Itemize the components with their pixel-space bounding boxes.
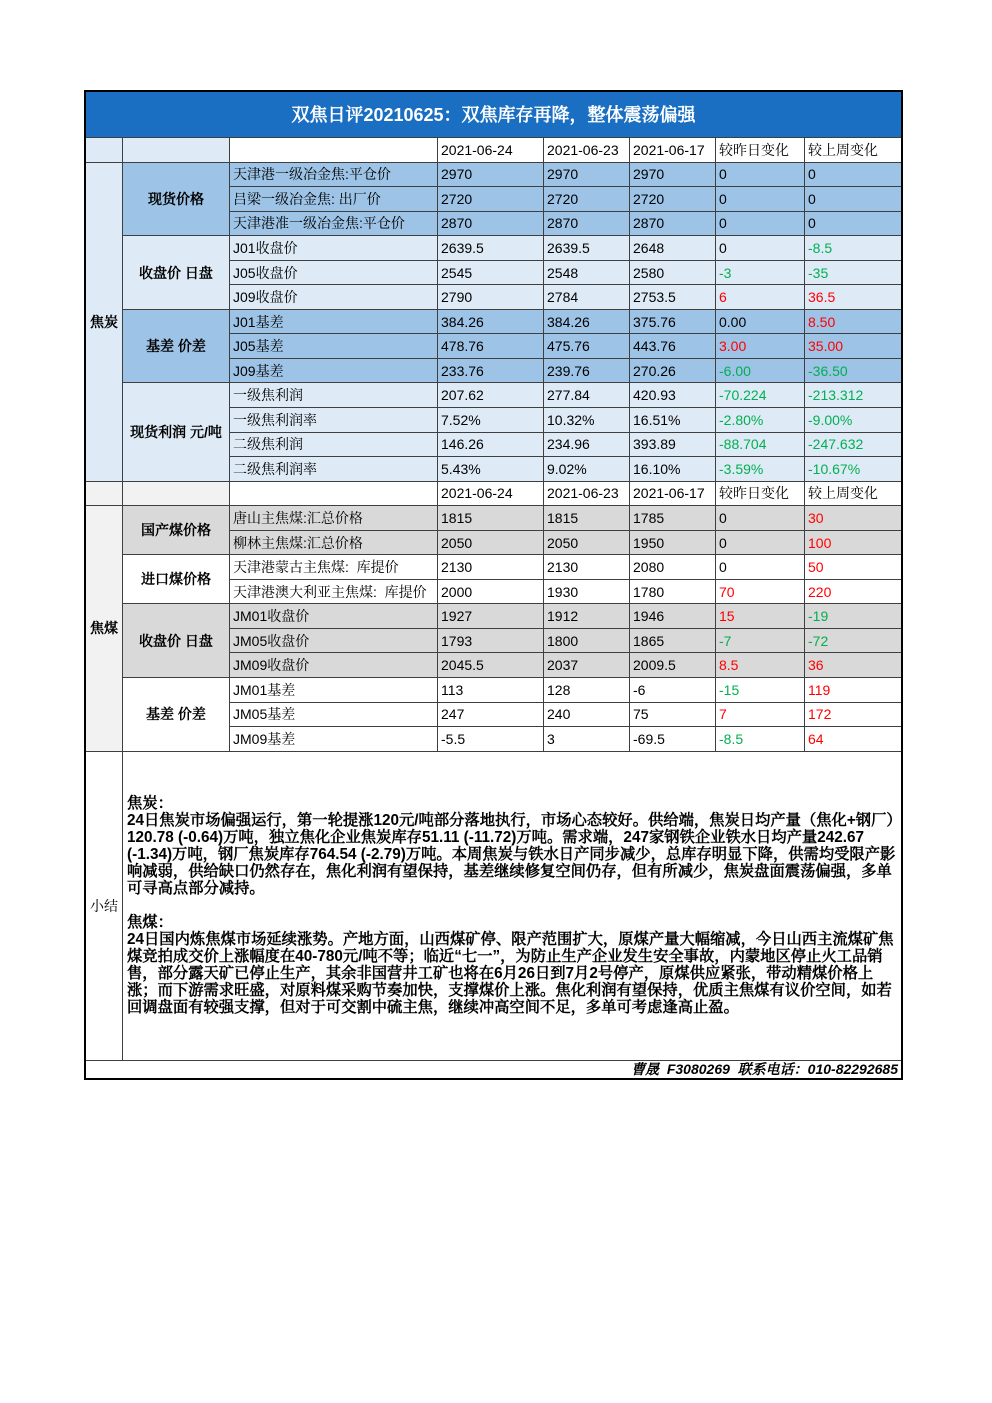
price-value: 2580 (630, 261, 715, 285)
price-value: 1800 (544, 629, 629, 653)
header-blank-cell (123, 482, 229, 506)
price-value: 2720 (438, 187, 543, 211)
summary-text-block (123, 752, 901, 1060)
day-change-value: 6 (716, 285, 804, 309)
price-value: 2548 (544, 261, 629, 285)
price-value: 1946 (630, 604, 715, 628)
item-name: 唐山主焦煤:汇总价格 (230, 506, 437, 530)
day-change-value: -2.80% (716, 408, 804, 432)
price-value: 2753.5 (630, 285, 715, 309)
week-change-value: -19 (805, 604, 901, 628)
price-value: 247 (438, 703, 543, 727)
week-change-value: 0 (805, 212, 901, 236)
week-change-value: 220 (805, 580, 901, 604)
week-change-value: -35 (805, 261, 901, 285)
item-name: JM01基差 (230, 678, 437, 702)
day-change-value: 0 (716, 212, 804, 236)
price-value: 2050 (438, 531, 543, 555)
day-change-value: -3.59% (716, 457, 804, 481)
day-change-value: -7 (716, 629, 804, 653)
item-name: JM05收盘价 (230, 629, 437, 653)
column-header: 2021-06-17 (630, 138, 715, 162)
week-change-value: 36.5 (805, 285, 901, 309)
price-value: 270.26 (630, 359, 715, 383)
price-value: -69.5 (630, 727, 715, 751)
price-value: 2639.5 (544, 236, 629, 260)
item-name: J09收盘价 (230, 285, 437, 309)
price-value: 16.10% (630, 457, 715, 481)
price-value: 7.52% (438, 408, 543, 432)
group-label: 现货利润 元/吨 (123, 383, 229, 480)
header-blank-cell (86, 482, 122, 506)
item-name: 天津港澳大利亚主焦煤: 库提价 (230, 580, 437, 604)
week-change-value: 64 (805, 727, 901, 751)
week-change-value: 8.50 (805, 310, 901, 334)
coal-summary-heading: 焦煤： (127, 914, 173, 932)
price-value: 1930 (544, 580, 629, 604)
price-value: 2870 (438, 212, 543, 236)
price-value: 384.26 (544, 310, 629, 334)
week-change-value: -8.5 (805, 236, 901, 260)
week-change-value: 35.00 (805, 334, 901, 358)
coke-summary-text: 24日焦炭市场偏强运行，第一轮提涨120元/吨部分落地执行，市场心态较好。供给端，焦炭日均产量（焦化+钢厂）120.78 (-0.64)万吨，独立焦化企业焦炭库存51.11 (-11.72)万吨。需求端，247家钢铁企业铁水日均产量242.67 (-1.34)万吨，钢厂焦炭库存764.54 (-2.79)万吨。本周焦炭与铁水日产同步减少，总库存明显下降，供需均受限产影响减弱，供给缺口仍然存在，焦化利润有望保持，基差继续修复空间仍存，但有所减少，焦炭盘面震荡偏强，多单可寻高点部分减持。 (127, 812, 896, 898)
price-value: 3 (544, 727, 629, 751)
price-value: 2130 (544, 555, 629, 579)
daily-report-table (84, 90, 903, 1080)
price-value: 475.76 (544, 334, 629, 358)
day-change-value: -88.704 (716, 433, 804, 457)
item-name: J09基差 (230, 359, 437, 383)
week-change-value: 30 (805, 506, 901, 530)
price-value: 2970 (544, 163, 629, 187)
price-value: 146.26 (438, 433, 543, 457)
price-value: 240 (544, 703, 629, 727)
price-value: 2000 (438, 580, 543, 604)
price-value: 1815 (544, 506, 629, 530)
group-label: 现货价格 (123, 163, 229, 236)
week-change-value: 172 (805, 703, 901, 727)
header-blank-cell (230, 138, 437, 162)
item-name: 一级焦利润 (230, 383, 437, 407)
price-value: 2970 (630, 163, 715, 187)
price-value: 1912 (544, 604, 629, 628)
price-value: 2050 (544, 531, 629, 555)
day-change-value: 0 (716, 187, 804, 211)
category-label: 焦炭 (86, 163, 122, 481)
price-value: 113 (438, 678, 543, 702)
day-change-value: 0 (716, 531, 804, 555)
item-name: JM09收盘价 (230, 653, 437, 677)
column-header: 较上周变化 (805, 482, 901, 506)
week-change-value: -10.67% (805, 457, 901, 481)
week-change-value: 50 (805, 555, 901, 579)
week-change-value: 36 (805, 653, 901, 677)
item-name: 一级焦利润率 (230, 408, 437, 432)
price-value: -5.5 (438, 727, 543, 751)
day-change-value: -15 (716, 678, 804, 702)
coke-summary-heading: 焦炭： (127, 795, 173, 813)
price-value: 234.96 (544, 433, 629, 457)
price-value: 2639.5 (438, 236, 543, 260)
price-value: 1793 (438, 629, 543, 653)
group-label: 基差 价差 (123, 310, 229, 383)
day-change-value: -8.5 (716, 727, 804, 751)
item-name: 吕梁一级冶金焦: 出厂价 (230, 187, 437, 211)
price-value: 239.76 (544, 359, 629, 383)
week-change-value: 0 (805, 187, 901, 211)
price-value: 2648 (630, 236, 715, 260)
day-change-value: -6.00 (716, 359, 804, 383)
price-value: 2045.5 (438, 653, 543, 677)
price-value: -6 (630, 678, 715, 702)
week-change-value: -36.50 (805, 359, 901, 383)
item-name: 二级焦利润 (230, 433, 437, 457)
week-change-value: -72 (805, 629, 901, 653)
price-value: 443.76 (630, 334, 715, 358)
category-label: 焦煤 (86, 506, 122, 750)
item-name: J01基差 (230, 310, 437, 334)
price-value: 393.89 (630, 433, 715, 457)
item-name: J01收盘价 (230, 236, 437, 260)
column-header: 2021-06-24 (438, 138, 543, 162)
price-value: 2130 (438, 555, 543, 579)
price-value: 1785 (630, 506, 715, 530)
day-change-value: -3 (716, 261, 804, 285)
column-header: 较昨日变化 (716, 138, 804, 162)
item-name: J05收盘价 (230, 261, 437, 285)
item-name: JM09基差 (230, 727, 437, 751)
day-change-value: -70.224 (716, 383, 804, 407)
report-title: 双焦日评20210625：双焦库存再降，整体震荡偏强 (86, 92, 901, 137)
group-label: 收盘价 日盘 (123, 236, 229, 309)
week-change-value: 119 (805, 678, 901, 702)
price-value: 9.02% (544, 457, 629, 481)
header-blank-cell (123, 138, 229, 162)
price-value: 233.76 (438, 359, 543, 383)
item-name: 天津港一级冶金焦:平仓价 (230, 163, 437, 187)
day-change-value: 0 (716, 506, 804, 530)
day-change-value: 0 (716, 163, 804, 187)
price-value: 1815 (438, 506, 543, 530)
price-value: 1927 (438, 604, 543, 628)
group-label: 基差 价差 (123, 678, 229, 751)
price-value: 2009.5 (630, 653, 715, 677)
column-header: 较上周变化 (805, 138, 901, 162)
day-change-value: 3.00 (716, 334, 804, 358)
price-value: 10.32% (544, 408, 629, 432)
day-change-value: 15 (716, 604, 804, 628)
week-change-value: -9.00% (805, 408, 901, 432)
coal-summary-text: 24日国内炼焦煤市场延续涨势。产地方面，山西煤矿停、限产范围扩大，原煤产量大幅缩减，今日山西主流煤矿焦煤竞拍成交价上涨幅度在40-780元/吨不等；临近“七一”，为防止生产企业发生安全事故，内蒙地区停止火工品销售，部分露天矿已停止生产，其余非国营井工矿也将在6月26日到7月2号停产，原煤供应紧张，带动精煤价格上涨；而下游需求旺盛，对原料煤采购节奏加快，支撑煤价上涨。焦化利润有望保持，优质主焦煤有议价空间，如若回调盘面有较强支撑，但对于可交割中硫主焦，继续冲高空间不足，多单可考虑逢高止盈。 (127, 931, 894, 1017)
price-value: 277.84 (544, 383, 629, 407)
price-value: 2080 (630, 555, 715, 579)
day-change-value: 7 (716, 703, 804, 727)
price-value: 2720 (544, 187, 629, 211)
item-name: JM05基差 (230, 703, 437, 727)
price-value: 2784 (544, 285, 629, 309)
column-header: 2021-06-24 (438, 482, 543, 506)
price-value: 128 (544, 678, 629, 702)
column-header: 2021-06-23 (544, 138, 629, 162)
item-name: 柳林主焦煤:汇总价格 (230, 531, 437, 555)
price-value: 1950 (630, 531, 715, 555)
price-value: 75 (630, 703, 715, 727)
column-header: 2021-06-17 (630, 482, 715, 506)
price-value: 2790 (438, 285, 543, 309)
item-name: JM01收盘价 (230, 604, 437, 628)
day-change-value: 0.00 (716, 310, 804, 334)
group-label: 进口煤价格 (123, 555, 229, 603)
item-name: J05基差 (230, 334, 437, 358)
header-blank-cell (230, 482, 437, 506)
price-value: 207.62 (438, 383, 543, 407)
day-change-value: 0 (716, 555, 804, 579)
price-value: 478.76 (438, 334, 543, 358)
price-value: 2720 (630, 187, 715, 211)
column-header: 较昨日变化 (716, 482, 804, 506)
price-value: 2037 (544, 653, 629, 677)
item-name: 天津港准一级冶金焦:平仓价 (230, 212, 437, 236)
group-label: 国产煤价格 (123, 506, 229, 554)
price-value: 1780 (630, 580, 715, 604)
day-change-value: 8.5 (716, 653, 804, 677)
price-value: 2970 (438, 163, 543, 187)
price-value: 5.43% (438, 457, 543, 481)
day-change-value: 70 (716, 580, 804, 604)
column-header: 2021-06-23 (544, 482, 629, 506)
price-value: 420.93 (630, 383, 715, 407)
week-change-value: 100 (805, 531, 901, 555)
header-blank-cell (86, 138, 122, 162)
item-name: 二级焦利润率 (230, 457, 437, 481)
price-value: 2545 (438, 261, 543, 285)
price-value: 1865 (630, 629, 715, 653)
price-value: 2870 (544, 212, 629, 236)
day-change-value: 0 (716, 236, 804, 260)
analyst-contact: 曹晟 F3080269 联系电话：010-82292685 (86, 1061, 901, 1078)
week-change-value: -213.312 (805, 383, 901, 407)
price-value: 384.26 (438, 310, 543, 334)
price-value: 16.51% (630, 408, 715, 432)
item-name: 天津港蒙古主焦煤: 库提价 (230, 555, 437, 579)
group-label: 收盘价 日盘 (123, 604, 229, 677)
week-change-value: -247.632 (805, 433, 901, 457)
price-value: 2870 (630, 212, 715, 236)
week-change-value: 0 (805, 163, 901, 187)
summary-label: 小结 (86, 752, 122, 1060)
price-value: 375.76 (630, 310, 715, 334)
